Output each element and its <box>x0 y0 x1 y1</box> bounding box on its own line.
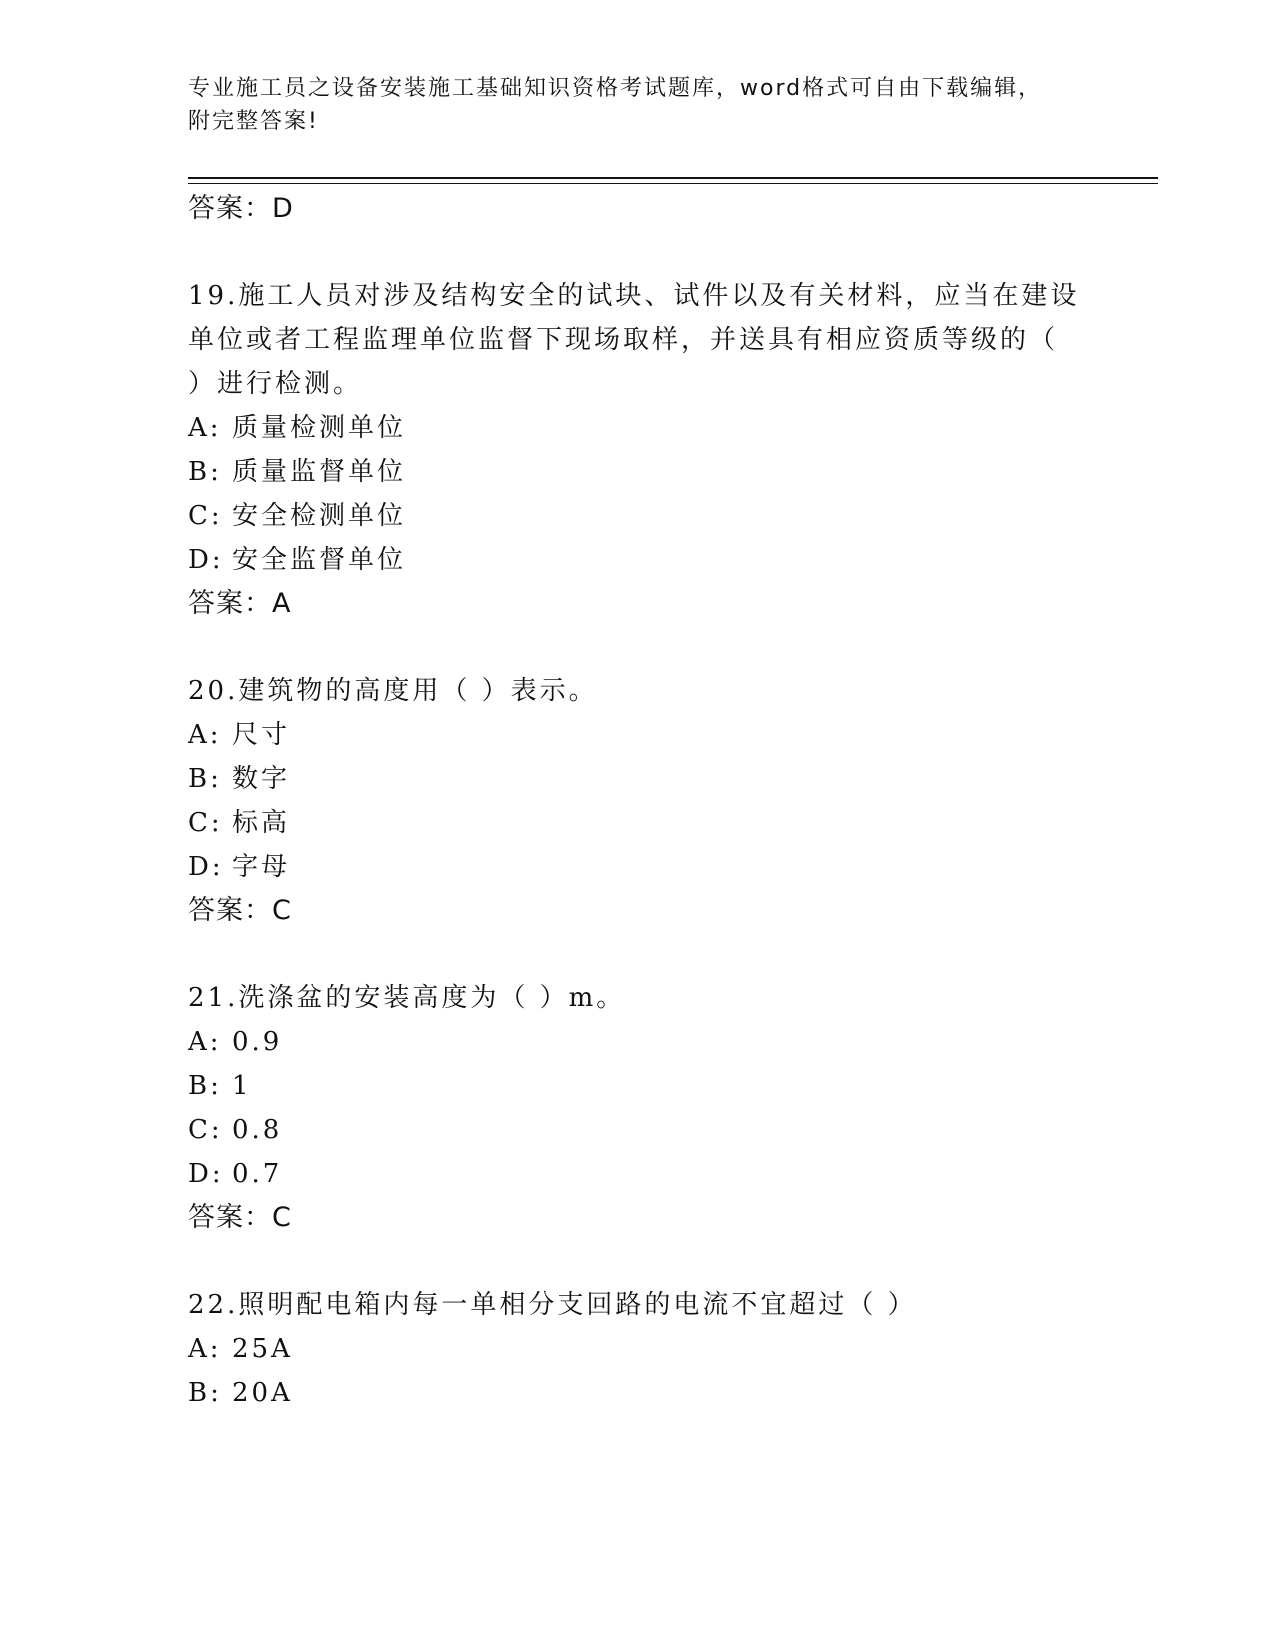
header-line-1: 专业施工员之设备安装施工基础知识资格考试题库，word格式可自由下载编辑， <box>188 76 1043 101</box>
option-key: D: <box>188 545 224 575</box>
option-key: A: <box>188 720 222 750</box>
q19-option-d <box>188 537 1088 583</box>
option-text: 25A <box>232 1334 293 1364</box>
header-rule-thin <box>188 183 1158 184</box>
q21-option-c <box>188 1107 1088 1153</box>
option-text: 标高 <box>232 808 291 838</box>
option-key: A: <box>188 1027 222 1057</box>
q19-option-b <box>188 449 1088 495</box>
option-key: C: <box>188 1115 223 1145</box>
option-text: 质量检测单位 <box>232 413 407 443</box>
header-rule-thick <box>188 177 1158 179</box>
option-text: 安全监督单位 <box>232 545 407 575</box>
q21-option-d <box>188 1151 1088 1197</box>
q19-text-line-2: 单位或者工程监理单位监督下现场取样，并送具有相应资质等级的（ <box>188 325 1059 355</box>
option-text: 安全检测单位 <box>232 501 407 531</box>
q19-option-a <box>188 405 1088 451</box>
q22-option-b <box>188 1370 1088 1416</box>
q22-option-a <box>188 1326 1088 1372</box>
option-key: B: <box>188 764 222 794</box>
q21-option-a <box>188 1019 1088 1065</box>
q20-option-c <box>188 800 1088 846</box>
option-key: A: <box>188 1334 222 1364</box>
q19-text-line-3: ）进行检测。 <box>188 369 363 399</box>
option-text: 0.9 <box>232 1027 283 1057</box>
header-line-2: 附完整答案! <box>188 109 319 134</box>
q20-option-b <box>188 756 1088 802</box>
option-key: C: <box>188 501 223 531</box>
option-text: 尺寸 <box>232 720 291 750</box>
q21-text-line-1: 21.洗涤盆的安装高度为（ ）m。 <box>188 983 626 1013</box>
option-key: B: <box>188 457 222 487</box>
option-key: D: <box>188 1159 224 1189</box>
q21-answer: 答案：C <box>188 1202 292 1233</box>
q20-option-a <box>188 712 1088 758</box>
option-text: 0.8 <box>232 1115 283 1145</box>
document-header <box>188 72 1088 138</box>
q19-text-line-1: 19.施工人员对涉及结构安全的试块、试件以及有关材料，应当在建设 <box>188 281 1080 311</box>
q20-answer: 答案：C <box>188 895 292 926</box>
option-key: C: <box>188 808 223 838</box>
q20-text-line-1: 20.建筑物的高度用（ ）表示。 <box>188 676 598 706</box>
option-key: A: <box>188 413 222 443</box>
option-text: 0.7 <box>232 1159 283 1189</box>
q19-option-c <box>188 493 1088 539</box>
option-text: 字母 <box>232 852 291 882</box>
option-key: D: <box>188 852 224 882</box>
option-key: B: <box>188 1071 222 1101</box>
option-text: 20A <box>232 1378 293 1408</box>
q21-option-b <box>188 1063 1088 1109</box>
option-text: 数字 <box>232 764 291 794</box>
answer-prev: 答案：D <box>188 193 294 224</box>
q19-answer: 答案：A <box>188 588 292 619</box>
q22-text-line-1: 22.照明配电箱内每一单相分支回路的电流不宜超过（ ） <box>188 1290 917 1320</box>
option-text: 1 <box>232 1071 252 1101</box>
option-key: B: <box>188 1378 222 1408</box>
option-text: 质量监督单位 <box>232 457 407 487</box>
q20-option-d <box>188 844 1088 890</box>
